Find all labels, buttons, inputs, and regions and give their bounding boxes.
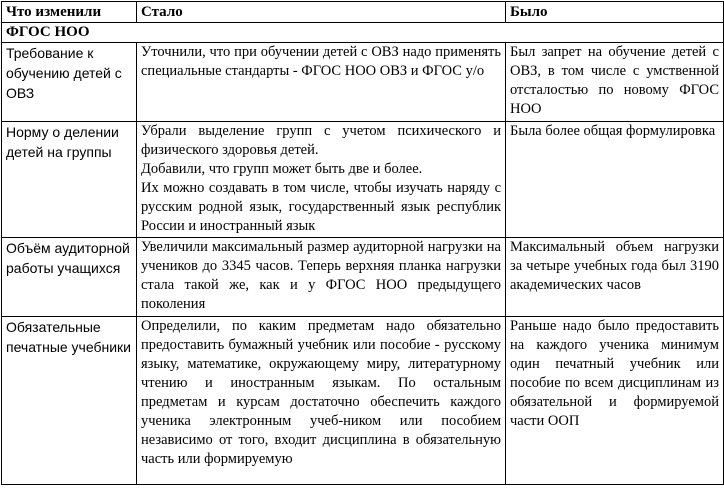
header-what-changed: Что изменили [2,2,137,23]
row-what-cell: Норму о делении детей на группы [2,122,137,238]
row-now-text: Уточнили, что при обучении детей с ОВЗ надо применять специальные стандарты - ФГОС НОО ОВЗ и ФГОС у/о [141,44,501,79]
row-was-text: Максимальный объем нагрузки за четыре учебных года был 3190 академических часов [510,239,719,293]
row-now-text: Их можно создавать в том числе, чтобы изучать наряду с русским родной язык, государственный язык республик России и иностранный язык [141,180,501,234]
row-what-cell: Обязательные печатные учебники [2,317,137,485]
row-was-cell [506,317,724,485]
header-was: Было [506,2,724,23]
section-row [2,23,724,43]
row-what-cell: Объём аудиторной работы учащихся [2,238,137,317]
row-now-text: Убрали выделение групп с учетом психического и физического здоровья детей. [141,123,501,158]
row-was-text: Была более общая формулировка [510,123,716,139]
header-row [2,2,724,23]
row-was-cell [506,43,724,122]
changes-table [1,1,724,485]
table-row [2,317,724,485]
table-row [2,122,724,238]
table-row [2,43,724,122]
row-now-cell [137,122,506,238]
row-now-cell [137,238,506,317]
table-row [2,238,724,317]
section-title: ФГОС НОО [2,23,724,43]
row-was-text: Был запрет на обучение детей с ОВЗ, в том числе с умственной отсталостью по новому ФГОС НОО [510,44,719,117]
row-now-cell [137,43,506,122]
header-now: Стало [137,2,506,23]
row-was-cell [506,238,724,317]
row-now-cell [137,317,506,485]
row-what-cell: Требование к обучению детей с ОВЗ [2,43,137,122]
row-now-text: Увеличили максимальный размер аудиторной нагрузки на учеников до 3345 часов. Теперь верхняя планка нагрузки стала такой же, как и у ФГОС НОО предыдущего поколения [141,239,501,312]
row-now-text: Добавили, что групп может быть две и более. [141,161,423,177]
row-now-text: Определили, по каким предметам надо обязательно предоставить бумажный учебник или пособие - русскому языку, математике, окружающему миру, литературному чтению и иностранным языкам. По остальным предметам и курсам достаточно обеспечить каждого ученика электронным учеб-ником или пособием независимо от того, входит дисциплина в обязательную часть или формируемую [141,318,501,467]
row-was-text: Раньше надо было предоставить на каждого ученика минимум один печатный учебник или пособие по всем дисциплинам из обязательной и формируемой части ООП [510,318,719,429]
row-was-cell [506,122,724,238]
